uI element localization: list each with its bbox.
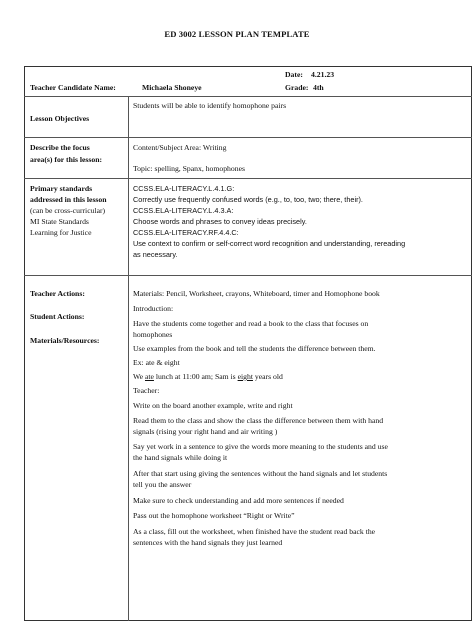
introduction-line-1: Have the students come together and read a book to the class that focuses on	[133, 319, 369, 328]
standard-description-continued: as necessary.	[133, 250, 178, 259]
class-step-line-1: As a class, fill out the worksheet, when finished have the student read back the	[133, 527, 376, 536]
pass-out-step: Pass out the homophone worksheet “Right or Write”	[133, 511, 295, 520]
read-step-line-2: signals (rising your right hand and air writing )	[133, 427, 278, 436]
row-divider	[24, 137, 472, 138]
date-label: Date:	[285, 70, 303, 79]
content-area-text: Content/Subject Area: Writing	[133, 143, 227, 152]
grade-value: 4th	[313, 83, 324, 92]
standard-description: Correctly use frequently confused words (e.g., to, too, two; there, their).	[133, 195, 363, 204]
lesson-objectives-text: Students will be able to identify homophone pairs	[133, 101, 287, 110]
standard-code: CCSS.ELA-LITERACY.L.4.1.G:	[133, 184, 235, 193]
example-sentence-part: years old	[252, 372, 283, 381]
row-divider	[24, 275, 472, 276]
say-step-line-2: the hand signals while doing it	[133, 453, 228, 462]
focus-label-line-1: Describe the focus	[30, 143, 90, 152]
class-step-line-2: sentences with the hand signals they just learned	[133, 538, 283, 547]
materials-resources-label: Materials/Resources:	[30, 336, 100, 345]
write-board-step: Write on the board another example, write and right	[133, 401, 293, 410]
standards-label-line-2: addressed in this lesson	[30, 195, 107, 204]
date-value: 4.21.23	[311, 70, 335, 79]
standards-label-line-3: (can be cross-curricular)	[30, 206, 106, 215]
column-divider	[128, 96, 129, 621]
standard-description: Choose words and phrases to convey ideas precisely.	[133, 217, 307, 226]
underlined-word-ate: ate	[144, 372, 154, 381]
standards-label-line-4: MI State Standards	[30, 217, 89, 226]
grade-label: Grade:	[285, 83, 309, 92]
standards-label-line-5: Learning for Justice	[30, 228, 92, 237]
standard-code: CCSS.ELA-LITERACY.RF.4.4.C:	[133, 228, 239, 237]
check-step: Make sure to check understanding and add more sentences if needed	[133, 496, 344, 505]
lesson-objectives-label: Lesson Objectives	[30, 114, 90, 123]
student-actions-label: Student Actions:	[30, 312, 85, 321]
introduction-line-2: homophones	[133, 330, 173, 339]
standards-label-line-1: Primary standards	[30, 184, 93, 193]
after-step-line-1: After that start using giving the sentences without the hand signals and let students	[133, 469, 388, 478]
introduction-heading: Introduction:	[133, 304, 174, 313]
materials-text: Materials: Pencil, Worksheet, crayons, Whiteboard, timer and Homophone book	[133, 289, 380, 298]
teacher-heading: Teacher:	[133, 386, 160, 395]
standard-description: Use context to confirm or self-correct word recognition and understanding, rereading	[133, 239, 406, 248]
row-divider	[24, 178, 472, 179]
say-step-line-1: Say yet work in a sentence to give the words more meaning to the students and use	[133, 442, 388, 451]
teacher-name-label: Teacher Candidate Name:	[30, 83, 116, 92]
example-sentence	[133, 372, 283, 381]
read-step-line-1: Read them to the class and show the class the difference between them with hand	[133, 416, 384, 425]
example-sentence-part: We	[133, 372, 145, 381]
underlined-word-eight: eight	[237, 372, 253, 381]
example-sentence-part: lunch at 11:00 am; Sam is	[153, 372, 238, 381]
standard-code: CCSS.ELA-LITERACY.L.4.3.A:	[133, 206, 234, 215]
row-divider	[24, 96, 472, 97]
example-word-pair: Ex: ate & eight	[133, 358, 180, 367]
document-title: ED 3002 LESSON PLAN TEMPLATE	[164, 29, 310, 39]
teacher-actions-label: Teacher Actions:	[30, 289, 85, 298]
teacher-name-value: Michaela Shoneye	[142, 83, 202, 92]
topic-text: Topic: spelling, Spanx, homophones	[133, 164, 245, 173]
after-step-line-2: tell you the answer	[133, 480, 192, 489]
examples-instruction: Use examples from the book and tell the students the difference between them.	[133, 344, 376, 353]
focus-label-line-2: area(s) for this lesson:	[30, 155, 103, 164]
